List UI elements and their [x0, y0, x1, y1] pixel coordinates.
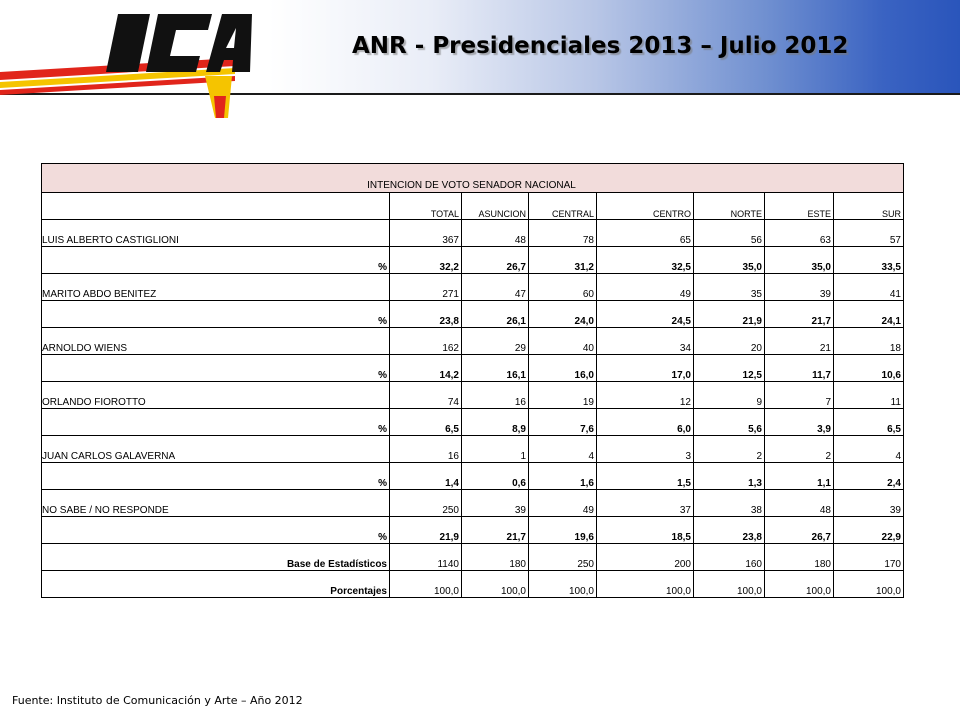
- table-cell: 3,9: [765, 409, 834, 436]
- table-cell: 1,1: [765, 463, 834, 490]
- column-header: CENTRAL: [529, 193, 597, 220]
- table-cell: 63: [765, 220, 834, 247]
- table-cell: 7: [765, 382, 834, 409]
- column-header: CENTRO: [597, 193, 694, 220]
- table-cell: 21: [765, 328, 834, 355]
- summary-row: [42, 571, 904, 598]
- table-cell: 74: [390, 382, 462, 409]
- senate-vote-table: [41, 163, 904, 598]
- table-cell: 100,0: [390, 571, 462, 598]
- candidate-count-row: [42, 436, 904, 463]
- table-cell: 18,5: [597, 517, 694, 544]
- table-cell: 19,6: [529, 517, 597, 544]
- table-cell: 4: [834, 436, 904, 463]
- row-label: JUAN CARLOS GALAVERNA: [42, 436, 390, 463]
- column-header: TOTAL: [390, 193, 462, 220]
- table-cell: 16,1: [462, 355, 529, 382]
- summary-row: [42, 544, 904, 571]
- candidate-count-row: [42, 382, 904, 409]
- logo-red-tail: [214, 96, 226, 118]
- table-cell: 39: [462, 490, 529, 517]
- table-cell: 11,7: [765, 355, 834, 382]
- table-cell: 2: [694, 436, 765, 463]
- row-label: NO SABE / NO RESPONDE: [42, 490, 390, 517]
- column-header: NORTE: [694, 193, 765, 220]
- column-header: SUR: [834, 193, 904, 220]
- page-title: ANR - Presidenciales 2013 – Julio 2012: [352, 33, 849, 59]
- row-label: %: [42, 517, 390, 544]
- table-cell: 78: [529, 220, 597, 247]
- row-label: Porcentajes: [42, 571, 390, 598]
- candidate-count-row: [42, 274, 904, 301]
- table-cell: 271: [390, 274, 462, 301]
- row-label: MARITO ABDO BENITEZ: [42, 274, 390, 301]
- table-cell: 65: [597, 220, 694, 247]
- table-cell: 1140: [390, 544, 462, 571]
- table-cell: 23,8: [390, 301, 462, 328]
- table-cell: 38: [694, 490, 765, 517]
- candidate-percent-row: [42, 517, 904, 544]
- table-cell: 17,0: [597, 355, 694, 382]
- table-cell: 1: [462, 436, 529, 463]
- column-header-blank: [42, 193, 390, 220]
- table-cell: 22,9: [834, 517, 904, 544]
- table-cell: 6,0: [597, 409, 694, 436]
- table-cell: 32,2: [390, 247, 462, 274]
- row-label: LUIS ALBERTO CASTIGLIONI: [42, 220, 390, 247]
- table-cell: 18: [834, 328, 904, 355]
- table-cell: 29: [462, 328, 529, 355]
- table-cell: 48: [765, 490, 834, 517]
- table-caption: INTENCION DE VOTO SENADOR NACIONAL: [42, 164, 904, 193]
- table-cell: 24,5: [597, 301, 694, 328]
- table-cell: 9: [694, 382, 765, 409]
- table-cell: 37: [597, 490, 694, 517]
- table-cell: 12: [597, 382, 694, 409]
- table-cell: 48: [462, 220, 529, 247]
- table-caption-row: [42, 164, 904, 193]
- table-cell: 41: [834, 274, 904, 301]
- table-cell: 100,0: [765, 571, 834, 598]
- table-cell: 35,0: [694, 247, 765, 274]
- table-cell: 4: [529, 436, 597, 463]
- table-cell: 3: [597, 436, 694, 463]
- table-cell: 57: [834, 220, 904, 247]
- table-cell: 2,4: [834, 463, 904, 490]
- ica-logo: [0, 0, 300, 120]
- table-cell: 367: [390, 220, 462, 247]
- table-cell: 32,5: [597, 247, 694, 274]
- table-cell: 49: [597, 274, 694, 301]
- table-cell: 40: [529, 328, 597, 355]
- table-cell: 2: [765, 436, 834, 463]
- table-cell: 26,7: [765, 517, 834, 544]
- table-cell: 60: [529, 274, 597, 301]
- column-header-row: [42, 193, 904, 220]
- table-cell: 21,7: [462, 517, 529, 544]
- table-cell: 10,6: [834, 355, 904, 382]
- table-cell: 160: [694, 544, 765, 571]
- column-header: ESTE: [765, 193, 834, 220]
- table-cell: 8,9: [462, 409, 529, 436]
- table-cell: 35: [694, 274, 765, 301]
- table-cell: 5,6: [694, 409, 765, 436]
- table-cell: 11: [834, 382, 904, 409]
- table-cell: 170: [834, 544, 904, 571]
- table-cell: 100,0: [597, 571, 694, 598]
- table-cell: 47: [462, 274, 529, 301]
- table-cell: 100,0: [694, 571, 765, 598]
- table-cell: 250: [529, 544, 597, 571]
- table-cell: 26,7: [462, 247, 529, 274]
- table-cell: 16: [462, 382, 529, 409]
- table-cell: 24,0: [529, 301, 597, 328]
- table-cell: 49: [529, 490, 597, 517]
- table-cell: 24,1: [834, 301, 904, 328]
- table-cell: 21,9: [694, 301, 765, 328]
- table-cell: 1,5: [597, 463, 694, 490]
- row-label: Base de Estadísticos: [42, 544, 390, 571]
- candidate-percent-row: [42, 409, 904, 436]
- table-cell: 180: [765, 544, 834, 571]
- table-cell: 39: [765, 274, 834, 301]
- row-label: %: [42, 301, 390, 328]
- candidate-count-row: [42, 220, 904, 247]
- table-cell: 200: [597, 544, 694, 571]
- table-cell: 162: [390, 328, 462, 355]
- table-cell: 7,6: [529, 409, 597, 436]
- table-cell: 250: [390, 490, 462, 517]
- table-cell: 1,3: [694, 463, 765, 490]
- table-cell: 33,5: [834, 247, 904, 274]
- row-label: %: [42, 247, 390, 274]
- candidate-percent-row: [42, 355, 904, 382]
- row-label: %: [42, 409, 390, 436]
- table-cell: 100,0: [834, 571, 904, 598]
- table-cell: 1,6: [529, 463, 597, 490]
- table-cell: 34: [597, 328, 694, 355]
- table-cell: 6,5: [390, 409, 462, 436]
- table-cell: 12,5: [694, 355, 765, 382]
- table-cell: 19: [529, 382, 597, 409]
- row-label: ORLANDO FIOROTTO: [42, 382, 390, 409]
- table-cell: 23,8: [694, 517, 765, 544]
- table-cell: 31,2: [529, 247, 597, 274]
- row-label: %: [42, 463, 390, 490]
- candidate-count-row: [42, 490, 904, 517]
- table-cell: 14,2: [390, 355, 462, 382]
- table-cell: 100,0: [462, 571, 529, 598]
- row-label: %: [42, 355, 390, 382]
- row-label: ARNOLDO WIENS: [42, 328, 390, 355]
- table-cell: 16,0: [529, 355, 597, 382]
- table-cell: 16: [390, 436, 462, 463]
- table-cell: 21,9: [390, 517, 462, 544]
- table-cell: 100,0: [529, 571, 597, 598]
- table-cell: 20: [694, 328, 765, 355]
- table-cell: 0,6: [462, 463, 529, 490]
- candidate-percent-row: [42, 463, 904, 490]
- logo-letter-i: [106, 14, 150, 72]
- table-cell: 39: [834, 490, 904, 517]
- candidate-percent-row: [42, 247, 904, 274]
- table-cell: 6,5: [834, 409, 904, 436]
- candidate-count-row: [42, 328, 904, 355]
- table-cell: 56: [694, 220, 765, 247]
- table-cell: 1,4: [390, 463, 462, 490]
- table-cell: 21,7: [765, 301, 834, 328]
- table-cell: 180: [462, 544, 529, 571]
- column-header: ASUNCION: [462, 193, 529, 220]
- candidate-percent-row: [42, 301, 904, 328]
- table-cell: 26,1: [462, 301, 529, 328]
- table-cell: 35,0: [765, 247, 834, 274]
- source-note: Fuente: Instituto de Comunicación y Arte – Año 2012: [12, 694, 303, 707]
